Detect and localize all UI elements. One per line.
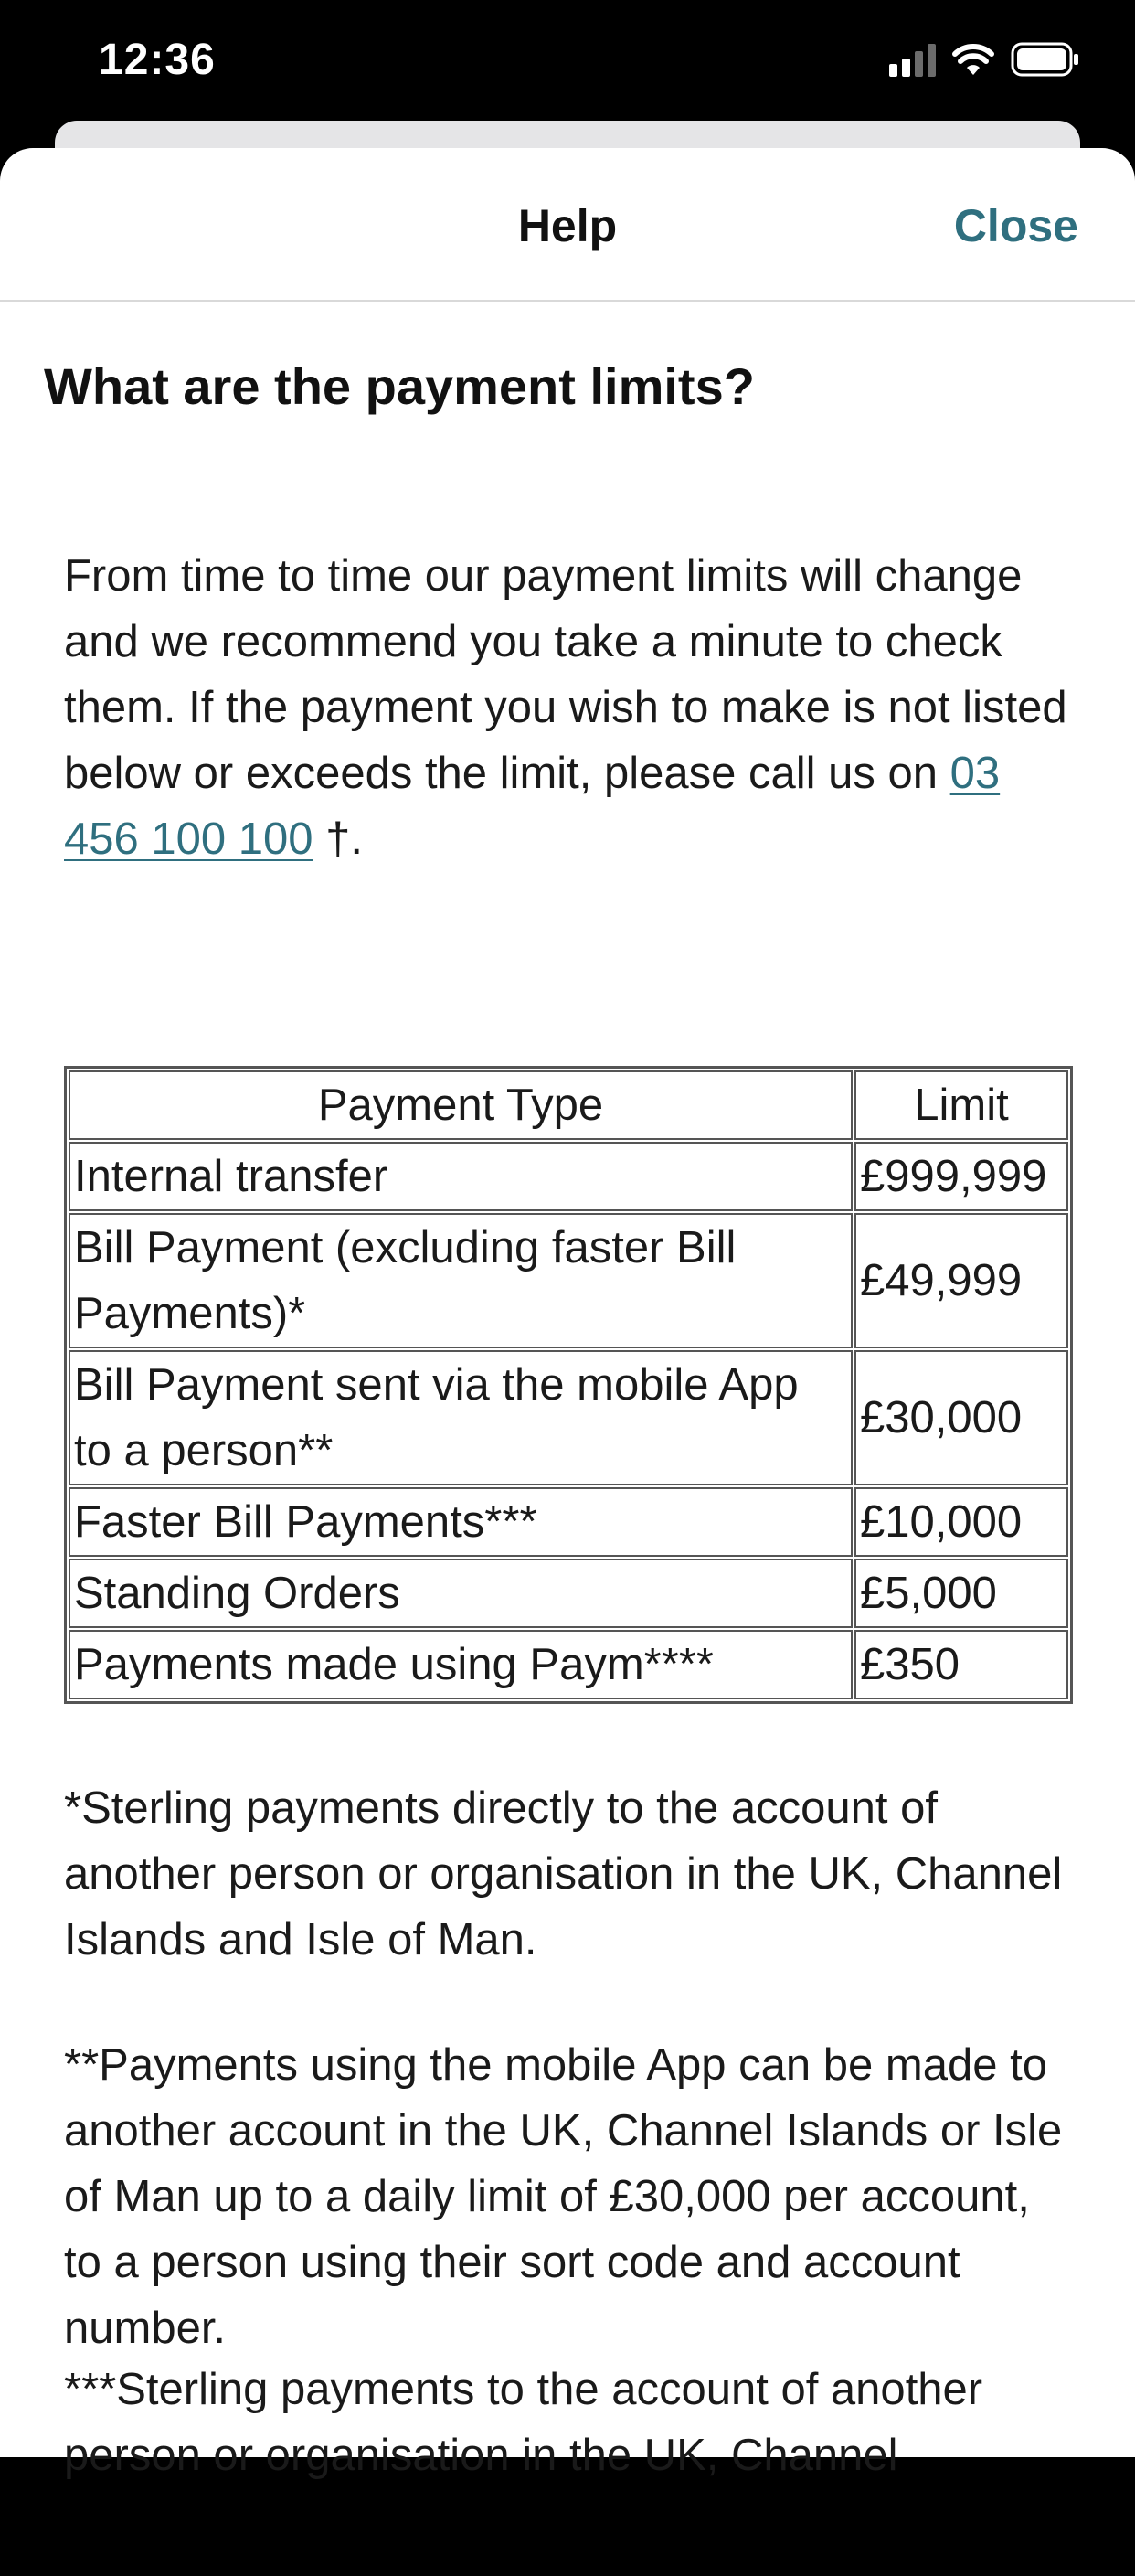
- page-title: What are the payment limits?: [44, 357, 755, 415]
- limit-cell: £5,000: [854, 1559, 1068, 1628]
- limit-cell: £350: [854, 1630, 1068, 1699]
- nav-bar: [0, 148, 1135, 302]
- limit-cell: £10,000: [854, 1487, 1068, 1557]
- status-icons: [889, 40, 1080, 77]
- payment-type-cell: Bill Payment sent via the mobile App to a person**: [69, 1350, 853, 1485]
- header-limit: Limit: [854, 1070, 1068, 1140]
- table-row: [69, 1487, 1068, 1557]
- table-row: [69, 1630, 1068, 1699]
- help-sheet: [0, 148, 1135, 2480]
- payment-type-cell: Bill Payment (excluding faster Bill Payments)*: [69, 1213, 853, 1348]
- table-row: [69, 1213, 1068, 1348]
- phone-suffix: †.: [325, 814, 363, 864]
- limit-cell: £49,999: [854, 1213, 1068, 1348]
- battery-icon: [1011, 42, 1080, 77]
- table-row: [69, 1142, 1068, 1211]
- footnote-2: **Payments using the mobile App can be made to another account in the UK, Channel Islands or Isle of Man up to a daily limit of £30,000 per account, to a person using their sort code and account number.: [64, 2040, 1063, 2353]
- payment-limits-table: [64, 1066, 1073, 1704]
- table-header-row: [69, 1070, 1068, 1140]
- help-content[interactable]: [0, 302, 1135, 2480]
- intro-text: From time to time our payment limits will change and we recommend you take a minute to check them. If the payment you wish to make is not listed below or exceeds the limit, please call us on: [64, 551, 1067, 798]
- close-button[interactable]: Close: [953, 200, 1078, 251]
- payment-type-cell: Faster Bill Payments***: [69, 1487, 853, 1557]
- cellular-signal-icon: [889, 40, 936, 77]
- table-row: [69, 1559, 1068, 1628]
- status-time: 12:36: [99, 36, 216, 84]
- status-bar: [0, 0, 1135, 128]
- footnote-1: *Sterling payments directly to the account of another person or organisation in the UK, Channel Islands and Isle of Man.: [64, 1783, 1063, 1964]
- intro-paragraph: [64, 543, 1078, 872]
- header-payment-type: Payment Type: [69, 1070, 853, 1140]
- limit-cell: £30,000: [854, 1350, 1068, 1485]
- payment-type-cell: Payments made using Paym****: [69, 1630, 853, 1699]
- limit-cell: £999,999: [854, 1142, 1068, 1211]
- nav-title: Help: [517, 200, 618, 251]
- phone-link[interactable]: 03 456 100 100: [64, 749, 1001, 864]
- home-indicator[interactable]: [366, 2563, 769, 2576]
- table-row: [69, 1350, 1068, 1485]
- wifi-icon: [952, 44, 994, 77]
- payment-type-cell: Internal transfer: [69, 1142, 853, 1211]
- footnote-3: ***Sterling payments to the account of another person or organisation in the UK, Channel: [64, 2365, 983, 2480]
- payment-type-cell: Standing Orders: [69, 1559, 853, 1628]
